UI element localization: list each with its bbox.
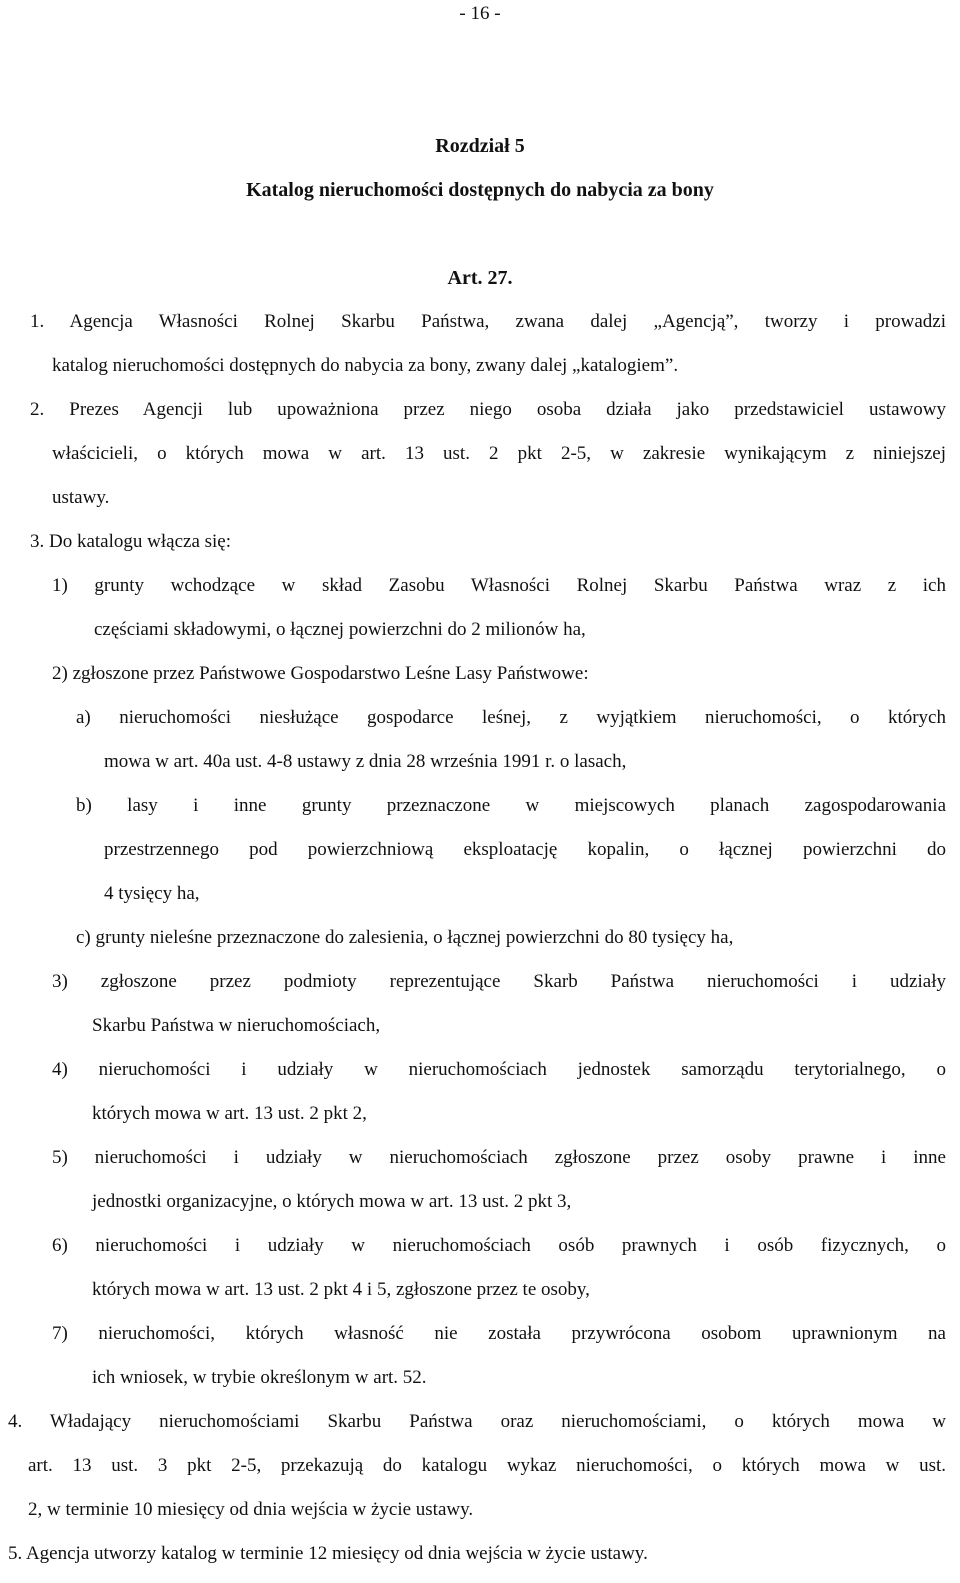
list-item-line: częściami składowymi, o łącznej powierzchni do 2 milionów ha, <box>94 619 586 640</box>
chapter-title: Katalog nieruchomości dostępnych do nabycia za bony <box>246 179 714 201</box>
list-item-line: 2) zgłoszone przez Państwowe Gospodarstwo Leśne Lasy Państwowe: <box>52 663 589 684</box>
paragraph-line: katalog nieruchomości dostępnych do nabycia za bony, zwany dalej „katalogiem”. <box>52 355 679 376</box>
list-item-line: a) nieruchomości niesłużące gospodarce leśnej, z wyjątkiem nieruchomości, o których <box>76 707 946 728</box>
list-item-line: 7) nieruchomości, których własność nie została przywrócona osobom uprawnionym na <box>52 1323 946 1344</box>
list-item-line: ich wniosek, w trybie określonym w art. 52. <box>92 1367 427 1388</box>
list-item-line: 3) zgłoszone przez podmioty reprezentujące Skarb Państwa nieruchomości i udziały <box>52 971 946 992</box>
page-number: - 16 - <box>459 3 501 24</box>
paragraph-line: 5. Agencja utworzy katalog w terminie 12 miesięcy od dnia wejścia w życie ustawy. <box>8 1543 648 1564</box>
list-item-line: których mowa w art. 13 ust. 2 pkt 4 i 5, zgłoszone przez te osoby, <box>92 1279 590 1300</box>
list-item-line: 6) nieruchomości i udziały w nieruchomościach osób prawnych i osób fizycznych, o <box>52 1235 946 1256</box>
list-item-line: jednostki organizacyjne, o których mowa w art. 13 ust. 2 pkt 3, <box>92 1191 572 1212</box>
list-item-line: Skarbu Państwa w nieruchomościach, <box>92 1015 381 1036</box>
list-item-line: 4 tysięcy ha, <box>104 883 200 904</box>
paragraph-line: 3. Do katalogu włącza się: <box>30 531 232 552</box>
paragraph-line: 2, w terminie 10 miesięcy od dnia wejścia w życie ustawy. <box>28 1499 474 1520</box>
list-item-line: 4) nieruchomości i udziały w nieruchomościach jednostek samorządu terytorialnego, o <box>52 1059 946 1080</box>
list-item-line: c) grunty nieleśne przeznaczone do zalesienia, o łącznej powierzchni do 80 tysięcy ha, <box>76 927 734 948</box>
chapter-number: Rozdział 5 <box>435 135 525 157</box>
paragraph-line: właścicieli, o których mowa w art. 13 ust. 2 pkt 2-5, w zakresie wynikającym z niniejszej <box>52 443 946 464</box>
list-item-line: b) lasy i inne grunty przeznaczone w miejscowych planach zagospodarowania <box>76 795 946 816</box>
paragraph-line: ustawy. <box>52 487 110 508</box>
paragraph-line: art. 13 ust. 3 pkt 2-5, przekazują do katalogu wykaz nieruchomości, o których mowa w ust. <box>28 1455 946 1476</box>
list-item-line: przestrzennego pod powierzchniową eksploatację kopalin, o łącznej powierzchni do <box>104 839 946 860</box>
list-item-line: 1) grunty wchodzące w skład Zasobu Własności Rolnej Skarbu Państwa wraz z ich <box>52 575 946 596</box>
list-item-line: 5) nieruchomości i udziały w nieruchomościach zgłoszone przez osoby prawne i inne <box>52 1147 946 1168</box>
list-item-line: których mowa w art. 13 ust. 2 pkt 2, <box>92 1103 367 1124</box>
article-heading: Art. 27. <box>447 267 513 289</box>
paragraph-line: 2. Prezes Agencji lub upoważniona przez niego osoba działa jako przedstawiciel ustawowy <box>30 399 946 420</box>
paragraph-line: 1. Agencja Własności Rolnej Skarbu Państwa, zwana dalej „Agencją”, tworzy i prowadzi <box>30 311 946 332</box>
list-item-line: mowa w art. 40a ust. 4-8 ustawy z dnia 28 września 1991 r. o lasach, <box>104 751 627 772</box>
paragraph-line: 4. Władający nieruchomościami Skarbu Państwa oraz nieruchomościami, o których mowa w <box>8 1411 946 1432</box>
